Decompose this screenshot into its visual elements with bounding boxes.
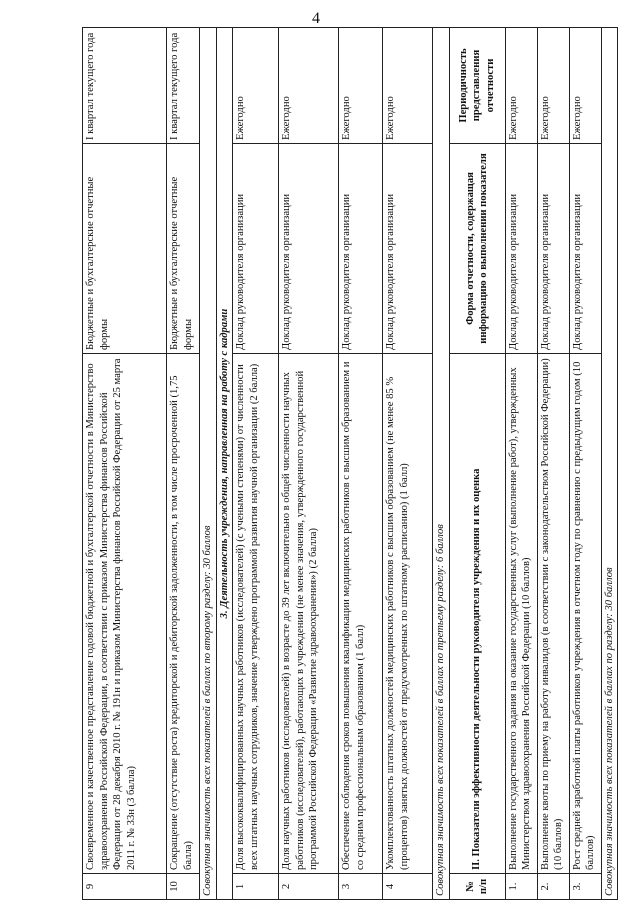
row-number: 9 (83, 874, 167, 900)
rotated-table-frame (82, 28, 640, 900)
row-number: 3. (569, 874, 601, 900)
row-number: 1 (233, 874, 279, 900)
row-number: 3 (339, 874, 383, 900)
section-title: 3. Деятельность учреждения, направленная на работу с кадрами (216, 28, 233, 900)
report-period: Ежегодно (569, 28, 601, 144)
criterion-text: Сокращение (отсутствие роста) кредиторской и дебиторской задолженности, в том числе просроченной (1,75 балла) (167, 354, 200, 874)
report-form: Бюджетные и бухгалтерские отчетные формы (167, 144, 200, 354)
header-form: Форма отчетности, содержащая информацию о выполнении показателя (449, 144, 505, 354)
rotated-page (82, 28, 640, 900)
header-criterion: II. Показатели эффективности деятельности руководителя учреждения и их оценка (449, 354, 505, 874)
criterion-text: Рост средней заработной платы работников учреждения в отчетном году по сравнению с предыдущим годом (10 баллов) (569, 354, 601, 874)
table-row (383, 28, 433, 900)
report-form: Доклад руководителя организации (233, 144, 279, 354)
report-period: Ежегодно (505, 28, 537, 144)
report-form: Доклад руководителя организации (569, 144, 601, 354)
report-form: Доклад руководителя организации (537, 144, 569, 354)
row-number: 10 (167, 874, 200, 900)
report-form: Доклад руководителя организации (383, 144, 433, 354)
indicators-table (82, 27, 618, 900)
section-summary: Совокупная значимость всех показателей в баллах по второму разделу: 30 баллов (200, 28, 217, 900)
report-period: Ежегодно (537, 28, 569, 144)
report-form: Доклад руководителя организации (505, 144, 537, 354)
report-period: Ежегодно (233, 28, 279, 144)
summary-row (433, 28, 450, 900)
table-row (233, 28, 279, 900)
report-period: Ежегодно (339, 28, 383, 144)
report-period: Ежегодно (279, 28, 339, 144)
section-summary: Совокупная значимость всех показателей в баллах по третьему разделу: 6 баллов (433, 28, 450, 900)
criterion-text: Выполнение государственного задания на оказание государственных услуг (выполнение работ), утвержденных Министерством здравоохранения Российской Федерации (10 баллов) (505, 354, 537, 874)
report-form: Доклад руководителя организации (279, 144, 339, 354)
row-number: 4 (383, 874, 433, 900)
section-heading-row (216, 28, 233, 900)
row-number: 1. (505, 874, 537, 900)
report-form: Доклад руководителя организации (339, 144, 383, 354)
table-row (505, 28, 537, 900)
row-number: 2 (279, 874, 339, 900)
section-summary: Совокупная значимость всех показателей в баллах по разделу: 30 баллов (601, 28, 618, 900)
summary-row (601, 28, 618, 900)
table-row (569, 28, 601, 900)
report-form: Бюджетные и бухгалтерские отчетные формы (83, 144, 167, 354)
header-number: № п/п (449, 874, 505, 900)
report-period: Ежегодно (383, 28, 433, 144)
criterion-text: Выполнение квоты по приему на работу инвалидов (в соответствии с законодательством Российской Федерации) (10 баллов) (537, 354, 569, 874)
report-period: I квартал текущего года (167, 28, 200, 144)
table-row (339, 28, 383, 900)
table-row (537, 28, 569, 900)
criterion-text: Своевременное и качественное представление годовой бюджетной и бухгалтерской отчетности в Министерство здравоохранения Российской Федерации, в соответствии с приказом Министерства финансов Российской Федерации от 28 декабря 2010 г. № 191н и приказом Министерства финансов Российской Федерации от 25 марта 2011 г. № 33н (3 балла) (83, 354, 167, 874)
table-row (83, 28, 167, 900)
criterion-text: Укомплектованность штатных должностей медицинских работников с высшим образованием (не менее 85 % (процентов) занятых должностей от предусмотренных по штатному расписанию) (1 балл) (383, 354, 433, 874)
table-header-row (449, 28, 505, 900)
criterion-text: Доля высококвалифицированных научных работников (исследователей) (с учеными степенями) от численности всех штатных научных сотрудников, значение утверждено программой развития научной организации (2 балла) (233, 354, 279, 874)
criterion-text: Обеспечение соблюдения сроков повышения квалификации медицинских работников с высшим образованием и со средним профессиональным образованием (1 балл) (339, 354, 383, 874)
criterion-text: Доля научных работников (исследователей) в возрасте до 39 лет включительно в общей численности научных работников (исследователей), работающих в учреждении (не менее значения, утвержденного государственной программой Российской Федерации «Развитие здравоохранения») (2 балла) (279, 354, 339, 874)
row-number: 2. (537, 874, 569, 900)
table-row (279, 28, 339, 900)
report-period: I квартал текущего года (83, 28, 167, 144)
table-row (167, 28, 200, 900)
header-period: Периодичность представления отчетности (449, 28, 505, 144)
page-number: 4 (312, 10, 320, 27)
summary-row (200, 28, 217, 900)
